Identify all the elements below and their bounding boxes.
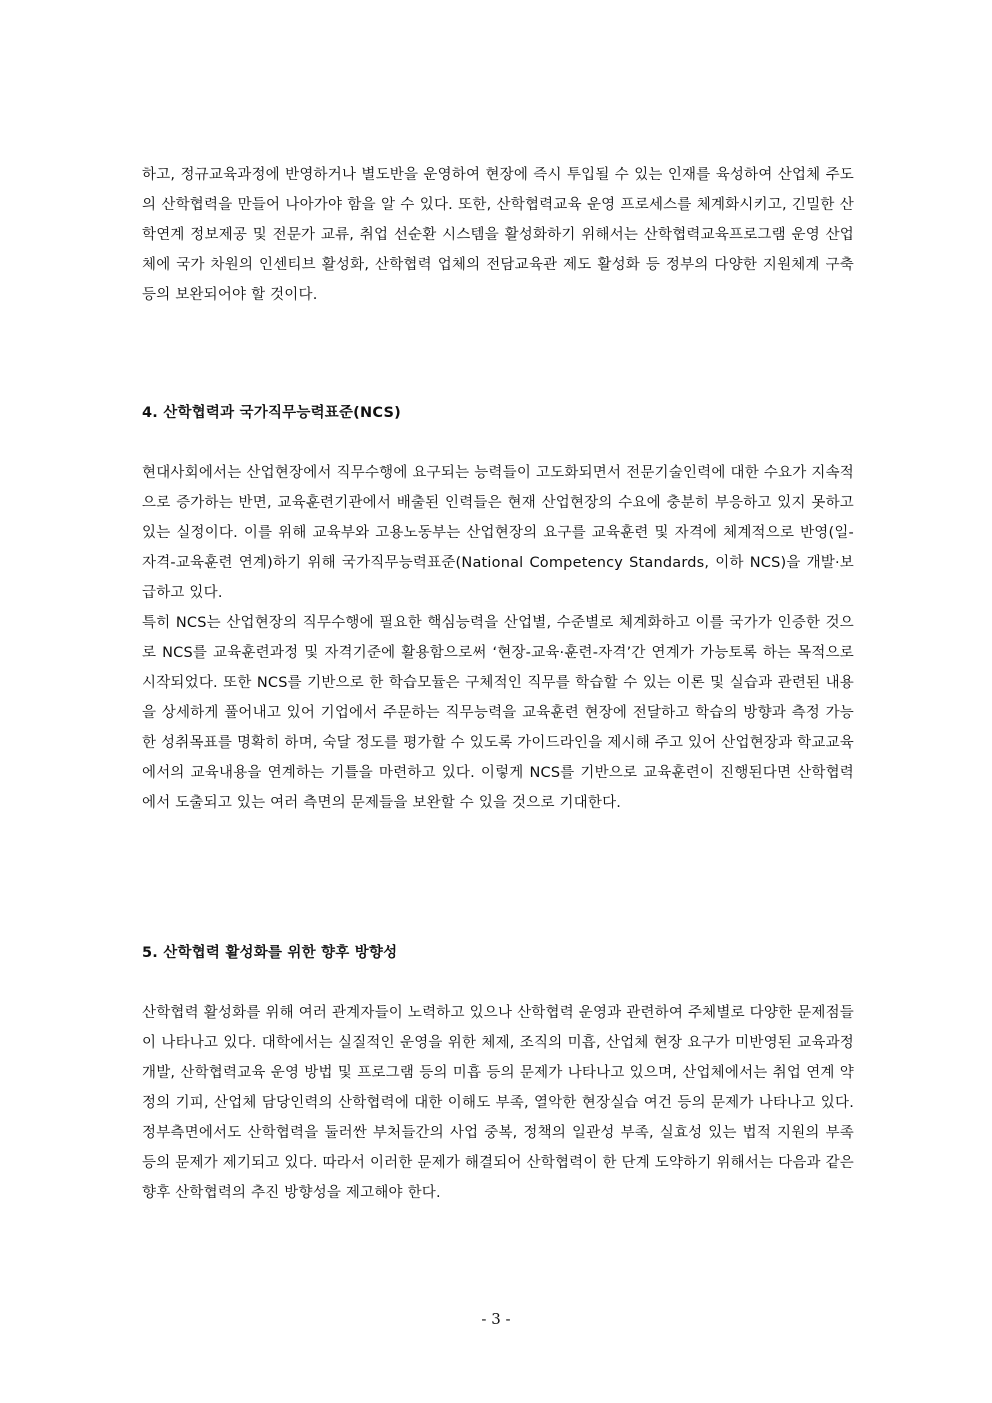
section-4-paragraph-1: 현대사회에서는 산업현장에서 직무수행에 요구되는 능력들이 고도화되면서 전문기술인력에 대한 수요가 지속적으로 증가하는 반면, 교육훈련기관에서 배출된 인력들은 현재 산업현장의 수요에 충분히 부응하고 있지 못하고 있는 실정이다. 이를 위해 교육부와 고용노동부는 산업현장의 요구를 교육훈련 및 자격에 체계적으로 반영(일-자격-교육훈련 연계)하기 위해 국가직무능력표준(National Competency Standards, 이하 NCS)을 개발·보급하고 있다. (142, 465, 854, 601)
section-4-body (142, 458, 854, 818)
paragraph-intro-continuation: 하고, 정규교육과정에 반영하거나 별도반을 운영하여 현장에 즉시 투입될 수 있는 인재를 육성하여 산업체 주도의 산학협력을 만들어 나아가야 함을 알 수 있다. 또한, 산학협력교육 운영 프로세스를 체계화시키고, 긴밀한 산학연계 정보제공 및 전문가 교류, 취업 선순환 시스템을 활성화하기 위해서는 산학협력교육프로그램 운영 산업체에 국가 차원의 인센티브 활성화, 산학협력 업체의 전담교육관 제도 활성화 등 정부의 다양한 지원체계 구축 등의 보완되어야 할 것이다. (142, 167, 854, 303)
section-4-heading: 4. 산학협력과 국가직무능력표준(NCS) (142, 405, 401, 421)
section-5-heading: 5. 산학협력 활성화를 위한 향후 방향성 (142, 945, 398, 961)
section-5-paragraph: 산학협력 활성화를 위해 여러 관계자들이 노력하고 있으나 산학협력 운영과 관련하여 주체별로 다양한 문제점들이 나타나고 있다. 대학에서는 실질적인 운영을 위한 체제, 조직의 미흡, 산업체 현장 요구가 미반영된 교육과정 개발, 산학협력교육 운영 방법 및 프로그램 등의 미흡 등의 문제가 나타나고 있으며, 산업체에서는 취업 연계 약정의 기피, 산업체 담당인력의 산학협력에 대한 이해도 부족, 열악한 현장실습 여건 등의 문제가 나타나고 있다. 정부측면에서도 산학협력을 둘러싼 부처들간의 사업 중복, 정책의 일관성 부족, 실효성 있는 법적 지원의 부족 등의 문제가 제기되고 있다. 따라서 이러한 문제가 해결되어 산학협력이 한 단계 도약하기 위해서는 다음과 같은 향후 산학협력의 추진 방향성을 제고해야 한다. (142, 1005, 854, 1201)
section-4-paragraph-2: 특히 NCS는 산업현장의 직무수행에 필요한 핵심능력을 산업별, 수준별로 체계화하고 이를 국가가 인증한 것으로 NCS를 교육훈련과정 및 자격기준에 활용함으로써 ‘현장-교육·훈련-자격’간 연계가 가능토록 하는 목적으로 시작되었다. 또한 NCS를 기반으로 한 학습모듈은 구체적인 직무를 학습할 수 있는 이론 및 실습과 관련된 내용을 상세하게 풀어내고 있어 기업에서 주문하는 직무능력을 교육훈련 현장에 전달하고 학습의 방향과 측정 가능한 성취목표를 명확히 하며, 숙달 정도를 평가할 수 있도록 가이드라인을 제시해 주고 있어 산업현장과 학교교육에서의 교육내용을 연계하는 기틀을 마련하고 있다. 이렇게 NCS를 기반으로 교육훈련이 진행된다면 산학협력에서 도출되고 있는 여러 측면의 문제들을 보완할 수 있을 것으로 기대한다. (142, 615, 854, 811)
page-number: - 3 - (481, 1310, 511, 1328)
